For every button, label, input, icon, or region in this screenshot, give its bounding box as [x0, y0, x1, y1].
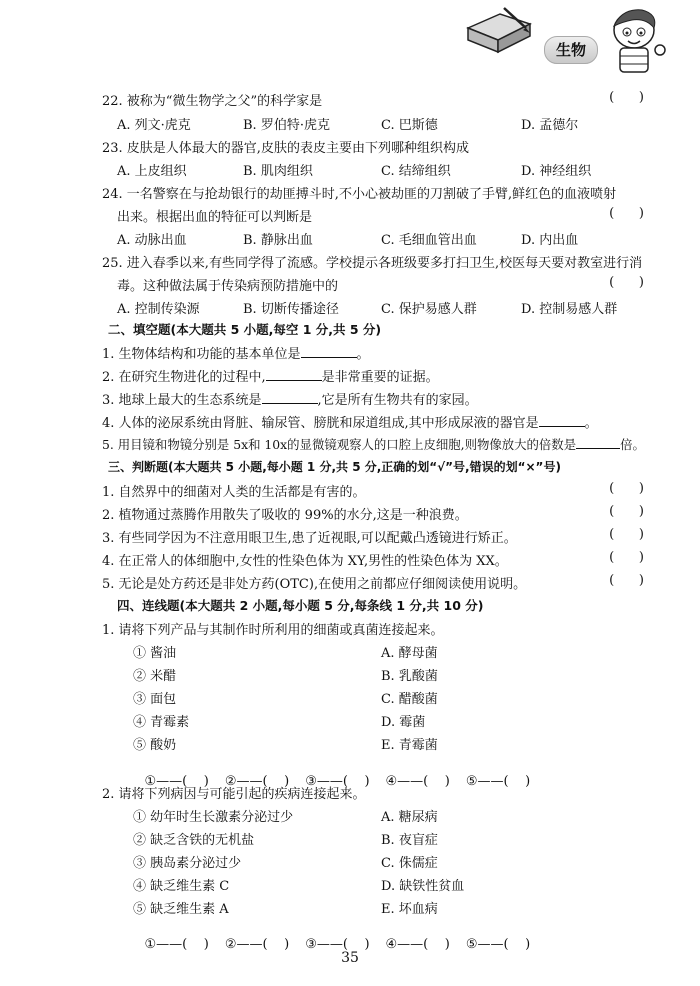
option-d: D. 内出血 — [521, 233, 579, 248]
answer-blank[interactable] — [576, 436, 620, 449]
fill-item: 2. 在研究生物进化的过程中, 是非常重要的证据。 — [102, 370, 439, 385]
answer-parens: ( ) — [609, 90, 644, 105]
answer-blank[interactable] — [262, 391, 318, 404]
answer-blank[interactable] — [301, 345, 357, 358]
match-answer-slot[interactable]: ④——( ) — [385, 774, 450, 789]
match-left-item: ⑤ 酸奶 — [133, 738, 177, 753]
answer-blank[interactable] — [539, 414, 585, 427]
match-answer-slot[interactable]: ①——( ) — [144, 774, 209, 789]
match-left-item: ② 米醋 — [133, 669, 177, 684]
option-d: D. 孟德尔 — [521, 118, 579, 133]
question-22-text: 22. 被称为“微生物学之父”的科学家是 — [102, 94, 323, 109]
match-q1-prompt: 1. 请将下列产品与其制作时所利用的细菌或真菌连接起来。 — [102, 623, 444, 638]
match-answer-slot[interactable]: ③——( ) — [305, 937, 370, 952]
option-a: A. 控制传染源 — [117, 302, 200, 317]
option-a: A. 上皮组织 — [117, 164, 187, 179]
tf-item: 4. 在正常人的体细胞中,女性的性染色体为 XY,男性的性染色体为 XX。 — [102, 554, 508, 569]
match-answer-slot[interactable]: ③——( ) — [305, 774, 370, 789]
question-25-text-cont: 毒。这种做法属于传染病预防措施中的 — [117, 279, 339, 294]
answer-parens[interactable]: ( ) — [609, 504, 644, 519]
answer-parens[interactable]: ( ) — [609, 573, 644, 588]
page-header — [458, 2, 678, 74]
match-left-item: ① 酱油 — [133, 646, 177, 661]
tf-item: 1. 自然界中的细菌对人类的生活都是有害的。 — [102, 485, 366, 500]
answer-parens[interactable]: ( ) — [609, 527, 644, 542]
match-answer-slot[interactable]: ②——( ) — [224, 774, 290, 789]
question-24-text: 24. 一名警察在与抢劫银行的劫匪搏斗时,不小心被劫匪的刀割破了手臂,鲜红色的血液喷射 — [102, 187, 617, 202]
tf-section-heading: 三、判断题(本大题共 5 小题,每小题 1 分,共 5 分,正确的划“√”号,错误的划“×”号) — [108, 460, 561, 474]
option-d: D. 神经组织 — [521, 164, 592, 179]
answer-parens[interactable]: ( ) — [609, 481, 644, 496]
tf-item: 3. 有些同学因为不注意用眼卫生,患了近视眼,可以配戴凸透镜进行矫正。 — [102, 531, 517, 546]
match-left-item: ③ 面包 — [133, 692, 177, 707]
option-c: C. 结缔组织 — [381, 164, 451, 179]
fill-item: 4. 人体的泌尿系统由肾脏、输尿管、膀胱和尿道组成,其中形成尿液的器官是 。 — [102, 416, 598, 431]
option-b: B. 肌肉组织 — [243, 164, 313, 179]
option-b: B. 罗伯特·虎克 — [243, 118, 330, 133]
match-left-item: ④ 缺乏维生素 C — [133, 879, 230, 894]
answer-parens[interactable]: ( ) — [609, 550, 644, 565]
match-right-item: E. 坏血病 — [381, 902, 438, 917]
cartoon-student-icon — [602, 4, 672, 74]
fill-item: 3. 地球上最大的生态系统是 ,它是所有生物共有的家园。 — [102, 393, 478, 408]
match-left-item: ② 缺乏含铁的无机盐 — [133, 833, 255, 848]
answer-parens: ( ) — [609, 206, 644, 221]
option-d: D. 控制易感人群 — [521, 302, 618, 317]
question-24-text-cont: 出来。根据出血的特征可以判断是 — [117, 210, 313, 225]
answer-blank[interactable] — [266, 368, 322, 381]
match-q2-prompt: 2. 请将下列病因与可能引起的疾病连接起来。 — [102, 787, 366, 802]
match-right-item: E. 青霉菌 — [381, 738, 438, 753]
match-section-heading: 四、连线题(本大题共 2 小题,每小题 5 分,每条线 1 分,共 10 分) — [117, 598, 484, 613]
match-right-item: A. 糖尿病 — [381, 810, 438, 825]
match-answer-slot[interactable]: ⑤——( ) — [465, 937, 531, 952]
match-right-item: C. 侏儒症 — [381, 856, 438, 871]
tf-item: 2. 植物通过蒸腾作用散失了吸收的 99%的水分,这是一种浪费。 — [102, 508, 468, 523]
match-right-item: C. 醋酸菌 — [381, 692, 438, 707]
page-number: 35 — [341, 950, 359, 966]
option-c: C. 毛细血管出血 — [381, 233, 477, 248]
match-right-item: D. 霉菌 — [381, 715, 426, 730]
option-c: C. 巴斯德 — [381, 118, 438, 133]
match-right-item: D. 缺铁性贫血 — [381, 879, 465, 894]
option-b: B. 切断传播途径 — [243, 302, 339, 317]
tf-item: 5. 无论是处方药还是非处方药(OTC),在使用之前都应仔细阅读使用说明。 — [102, 577, 527, 592]
option-a: A. 动脉出血 — [117, 233, 187, 248]
option-c: C. 保护易感人群 — [381, 302, 477, 317]
book-icon — [464, 6, 534, 58]
match-right-item: B. 夜盲症 — [381, 833, 438, 848]
question-23-text: 23. 皮肤是人体最大的器官,皮肤的表皮主要由下列哪种组织构成 — [102, 141, 469, 156]
option-b: B. 静脉出血 — [243, 233, 313, 248]
match-left-item: ⑤ 缺乏维生素 A — [133, 902, 229, 917]
match-answer-slot[interactable]: ②——( ) — [224, 937, 290, 952]
match-left-item: ③ 胰岛素分泌过少 — [133, 856, 242, 871]
fill-item: 1. 生物体结构和功能的基本单位是 。 — [102, 347, 370, 362]
match-left-item: ④ 青霉素 — [133, 715, 190, 730]
match-right-item: A. 酵母菌 — [381, 646, 438, 661]
match-answer-slot[interactable]: ⑤——( ) — [465, 774, 531, 789]
option-a: A. 列文·虎克 — [117, 118, 191, 133]
fill-item: 5. 用目镜和物镜分别是 5x和 10x的显微镜观察人的口腔上皮细胞,则物像放大的倍数是 倍。 — [102, 437, 645, 452]
question-25-text: 25. 进入春季以来,有些同学得了流感。学校提示各班级要多打扫卫生,校医每天要对教室进行消 — [102, 256, 643, 271]
match-answer-slot[interactable]: ④——( ) — [385, 937, 450, 952]
subject-badge: 生物 — [544, 36, 598, 64]
fill-section-heading: 二、填空题(本大题共 5 小题,每空 1 分,共 5 分) — [108, 322, 382, 337]
match-left-item: ① 幼年时生长激素分泌过少 — [133, 810, 294, 825]
match-answer-slot[interactable]: ①——( ) — [144, 937, 209, 952]
match-right-item: B. 乳酸菌 — [381, 669, 438, 684]
answer-parens: ( ) — [609, 275, 644, 290]
